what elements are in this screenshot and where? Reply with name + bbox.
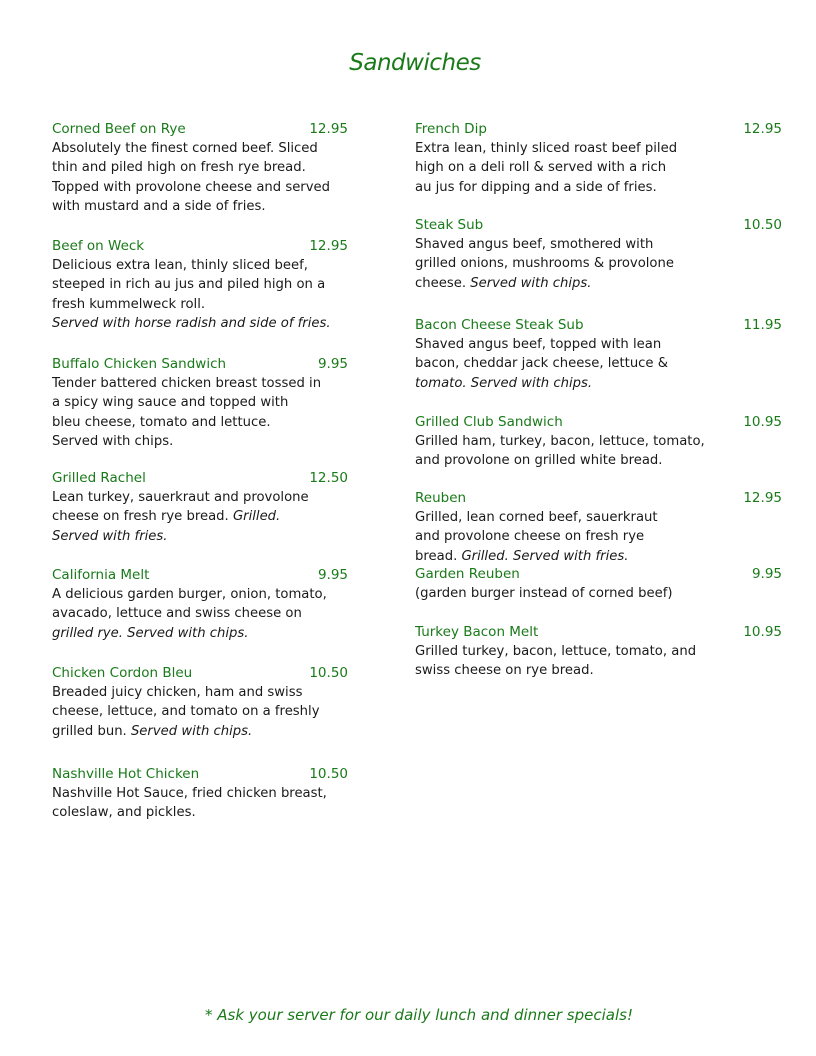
menu-item-price: 12.95 bbox=[309, 238, 348, 254]
menu-item bbox=[415, 565, 782, 603]
description-text: high on a deli roll & served with a rich bbox=[415, 160, 667, 176]
description-italic-note: Grilled. bbox=[232, 509, 281, 525]
description-text: with mustard and a side of fries. bbox=[52, 198, 266, 214]
description-line bbox=[52, 604, 348, 623]
description-italic-note: Served with chips. bbox=[470, 275, 592, 291]
menu-item-price: 10.95 bbox=[743, 414, 782, 430]
menu-item bbox=[52, 237, 348, 333]
description-line bbox=[415, 235, 782, 254]
menu-item-name: Corned Beef on Rye bbox=[52, 121, 186, 137]
menu-item bbox=[415, 316, 782, 393]
menu-item-header bbox=[415, 489, 782, 508]
menu-item-header bbox=[415, 623, 782, 642]
menu-item-description bbox=[415, 432, 782, 471]
description-text: Lean turkey, sauerkraut and provolone bbox=[52, 490, 309, 505]
description-line bbox=[415, 547, 782, 566]
menu-item bbox=[415, 216, 782, 293]
menu-item-header bbox=[52, 355, 348, 374]
specials-note: * Ask your server for our daily lunch and dinner specials! bbox=[205, 1006, 633, 1024]
description-text: Absolutely the finest corned beef. Sliced bbox=[52, 141, 318, 156]
menu-item-description bbox=[415, 335, 782, 393]
menu-item-price: 12.95 bbox=[743, 121, 782, 137]
description-text: steeped in rich au jus and piled high on a bbox=[52, 277, 326, 293]
description-line bbox=[415, 335, 782, 354]
menu-item-description bbox=[52, 139, 348, 216]
menu-item-name: California Melt bbox=[52, 567, 150, 583]
description-text: Extra lean, thinly sliced roast beef piled bbox=[415, 141, 678, 156]
menu-item-price: 12.95 bbox=[309, 121, 348, 137]
menu-item-price: 12.50 bbox=[309, 470, 348, 486]
page-title: Sandwiches bbox=[349, 50, 481, 76]
description-text: bread. bbox=[415, 548, 462, 564]
description-line bbox=[415, 158, 782, 177]
description-line bbox=[415, 451, 782, 470]
description-line bbox=[52, 722, 348, 741]
description-text: avacado, lettuce and swiss cheese on bbox=[52, 606, 302, 622]
description-line bbox=[415, 354, 782, 373]
description-italic-note: Served with chips. bbox=[130, 723, 253, 739]
description-line bbox=[415, 374, 782, 393]
description-italic-note: Grilled. Served with fries. bbox=[461, 548, 629, 564]
description-text: coleslaw, and pickles. bbox=[52, 805, 196, 821]
menu-item-description bbox=[52, 256, 348, 333]
description-text: Nashville Hot Sauce, fried chicken breast, bbox=[52, 786, 327, 801]
description-line bbox=[52, 393, 348, 412]
description-text: Grilled, lean corned beef, sauerkraut bbox=[415, 510, 658, 525]
description-line bbox=[52, 432, 348, 451]
menu-item-header bbox=[52, 566, 348, 585]
menu-item-name: Bacon Cheese Steak Sub bbox=[415, 317, 584, 333]
menu-item bbox=[52, 355, 348, 451]
description-line bbox=[415, 661, 782, 680]
description-line bbox=[415, 508, 782, 527]
description-line bbox=[52, 702, 348, 721]
menu-item-name: Garden Reuben bbox=[415, 566, 520, 582]
description-text: bacon, cheddar jack cheese, lettuce & bbox=[415, 356, 669, 372]
menu-item-description bbox=[415, 642, 782, 681]
description-italic-note: Served with fries. bbox=[52, 528, 168, 544]
menu-item bbox=[52, 120, 348, 216]
description-line bbox=[52, 784, 348, 803]
description-line bbox=[415, 178, 782, 197]
description-text: cheese, lettuce, and tomato on a freshly bbox=[52, 704, 320, 720]
menu-item-description bbox=[415, 235, 782, 293]
menu-item-name: Grilled Rachel bbox=[52, 470, 146, 486]
menu-item-description bbox=[52, 585, 348, 643]
menu-item-price: 10.95 bbox=[743, 624, 782, 640]
menu-item-description bbox=[52, 488, 348, 546]
menu-item-description bbox=[415, 508, 782, 566]
menu-item-price: 12.95 bbox=[743, 490, 782, 506]
menu-item-header bbox=[52, 664, 348, 683]
description-text: a spicy wing sauce and topped with bbox=[52, 395, 289, 411]
menu-item-name: Grilled Club Sandwich bbox=[415, 414, 563, 430]
description-text: grilled onions, mushrooms & provolone bbox=[415, 256, 674, 272]
menu-item-header bbox=[415, 120, 782, 139]
menu-item-name: Steak Sub bbox=[415, 217, 484, 233]
description-line bbox=[52, 488, 348, 507]
description-line bbox=[52, 803, 348, 822]
description-line bbox=[52, 374, 348, 393]
menu-item bbox=[415, 623, 782, 681]
description-line bbox=[415, 432, 782, 451]
description-line bbox=[52, 295, 348, 314]
description-line bbox=[415, 139, 782, 158]
menu-item-header bbox=[415, 216, 782, 235]
description-line bbox=[415, 527, 782, 546]
menu-item-name: Beef on Weck bbox=[52, 238, 145, 254]
description-line bbox=[52, 527, 348, 546]
menu-item-price: 10.50 bbox=[743, 217, 782, 233]
menu-item-name: Buffalo Chicken Sandwich bbox=[52, 356, 227, 372]
menu-item-price: 10.50 bbox=[309, 665, 348, 681]
menu-item-name: Chicken Cordon Bleu bbox=[52, 665, 193, 681]
menu-item-description bbox=[52, 374, 348, 451]
menu-item-price: 9.95 bbox=[751, 566, 782, 582]
menu-item-name: Turkey Bacon Melt bbox=[415, 624, 539, 640]
description-italic-note: grilled rye. Served with chips. bbox=[52, 625, 249, 641]
description-text: swiss cheese on rye bread. bbox=[415, 663, 594, 679]
menu-item-price: 9.95 bbox=[317, 567, 348, 583]
description-text: Shaved angus beef, smothered with bbox=[415, 237, 654, 252]
description-text: and provolone on grilled white bread. bbox=[415, 453, 663, 469]
description-line bbox=[415, 642, 782, 661]
menu-item-header bbox=[52, 237, 348, 256]
description-line bbox=[52, 624, 348, 643]
description-italic-note: tomato. Served with chips. bbox=[415, 375, 593, 391]
description-line bbox=[52, 178, 348, 197]
menu-item bbox=[52, 469, 348, 546]
menu-item bbox=[52, 664, 348, 741]
description-text: bleu cheese, tomato and lettuce. bbox=[52, 414, 271, 430]
menu-item bbox=[415, 489, 782, 566]
description-text: Breaded juicy chicken, ham and swiss bbox=[52, 685, 303, 700]
description-line bbox=[52, 413, 348, 432]
description-line bbox=[52, 158, 348, 177]
menu-item bbox=[52, 765, 348, 823]
menu-item-price: 11.95 bbox=[743, 317, 782, 333]
description-text: grilled bun. bbox=[52, 723, 131, 739]
menu-item-header bbox=[52, 765, 348, 784]
menu-item-header bbox=[415, 316, 782, 335]
description-text: Topped with provolone cheese and served bbox=[52, 179, 331, 195]
menu-item-header bbox=[52, 469, 348, 488]
description-text: cheese on fresh rye bread. bbox=[52, 509, 233, 525]
description-text: thin and piled high on fresh rye bread. bbox=[52, 160, 306, 176]
menu-item-description bbox=[415, 584, 782, 603]
description-line bbox=[52, 197, 348, 216]
menu-item-price: 10.50 bbox=[309, 766, 348, 782]
description-text: A delicious garden burger, onion, tomato, bbox=[52, 587, 327, 602]
menu-item-header bbox=[52, 120, 348, 139]
description-text: and provolone cheese on fresh rye bbox=[415, 529, 645, 545]
menu-item bbox=[52, 566, 348, 643]
description-line bbox=[52, 683, 348, 702]
menu-item-description bbox=[52, 784, 348, 823]
menu-item-name: Reuben bbox=[415, 490, 467, 506]
description-text: Grilled ham, turkey, bacon, lettuce, tomato, bbox=[415, 434, 705, 449]
description-text: Grilled turkey, bacon, lettuce, tomato, and bbox=[415, 644, 697, 659]
menu-item-header bbox=[415, 413, 782, 432]
menu-item-name: French Dip bbox=[415, 121, 487, 137]
description-text: Shaved angus beef, topped with lean bbox=[415, 337, 662, 352]
menu-item-description bbox=[52, 683, 348, 741]
description-line bbox=[415, 274, 782, 293]
description-line bbox=[52, 585, 348, 604]
description-text: cheese. bbox=[415, 275, 471, 291]
description-italic-note: Served with horse radish and side of fries. bbox=[52, 315, 331, 331]
menu-item bbox=[415, 120, 782, 197]
description-line bbox=[415, 254, 782, 273]
description-line bbox=[52, 256, 348, 275]
description-text: Tender battered chicken breast tossed in bbox=[52, 376, 322, 391]
description-text: fresh kummelweck roll. bbox=[52, 296, 206, 312]
menu-item-header bbox=[415, 565, 782, 584]
menu-item bbox=[415, 413, 782, 471]
menu-item-price: 9.95 bbox=[317, 356, 348, 372]
menu-item-description bbox=[415, 139, 782, 197]
description-text: Delicious extra lean, thinly sliced beef, bbox=[52, 258, 308, 273]
description-line bbox=[415, 584, 782, 603]
description-line bbox=[52, 507, 348, 526]
description-text: au jus for dipping and a side of fries. bbox=[415, 179, 657, 195]
description-text: Served with chips. bbox=[52, 433, 174, 449]
description-line bbox=[52, 275, 348, 294]
description-text: (garden burger instead of corned beef) bbox=[415, 586, 673, 601]
menu-item-name: Nashville Hot Chicken bbox=[52, 766, 200, 782]
description-line bbox=[52, 314, 348, 333]
description-line bbox=[52, 139, 348, 158]
